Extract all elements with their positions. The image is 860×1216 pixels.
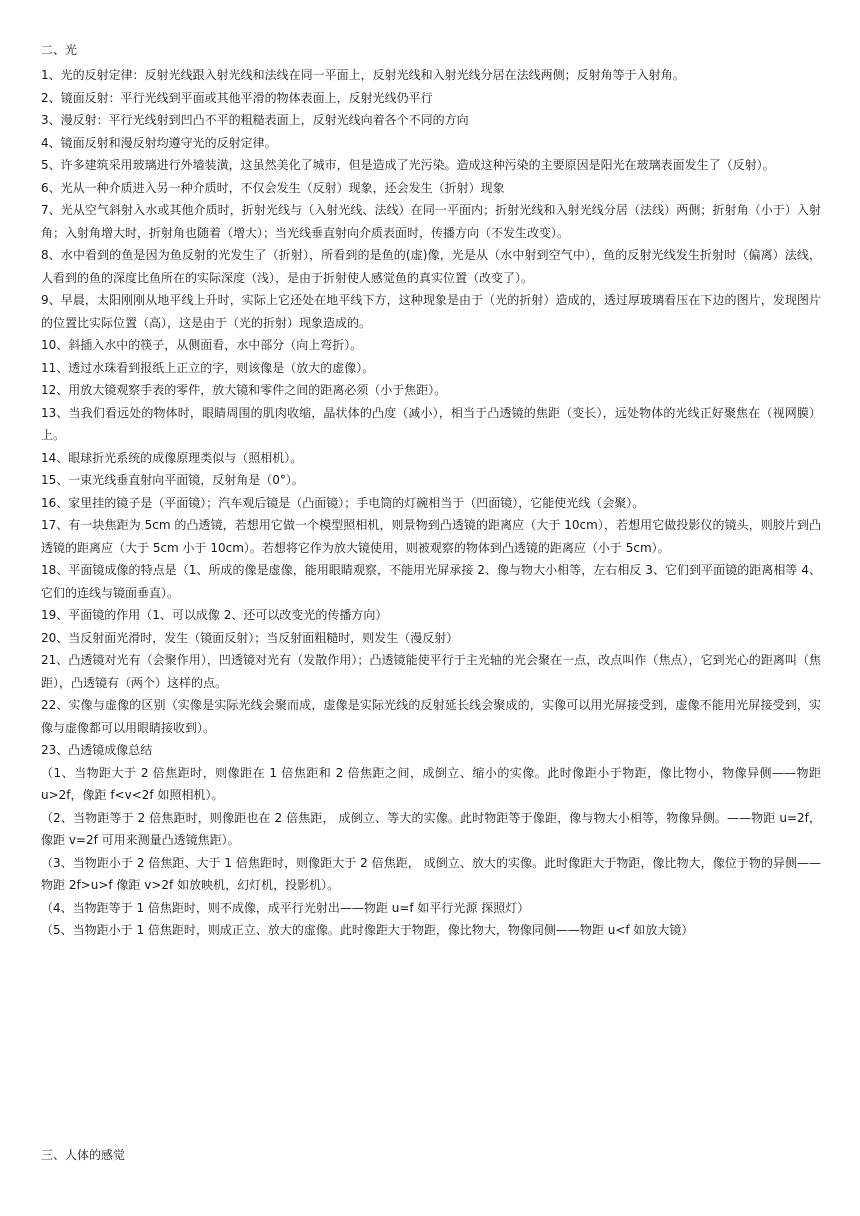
document-body [41,42,821,942]
list-item: 15、一束光线垂直射向平面镜，反射角是（0°）。 [41,473,304,487]
list-item: 14、眼球折光系统的成像原理类似与（照相机）。 [41,450,303,465]
list-item: 22、实像与虚像的区别（实像是实际光线会聚而成，虚像是实际光线的反射延长线会聚成的，实像可以用光屏接受到，虚像不能用光屏接受到，实像与虚像都可以用眼睛接收到）。 [41,698,821,735]
list-item: 8、水中看到的鱼是因为鱼反射的光发生了（折射），所看到的是鱼的(虚)像，光是从（水中射到空气中），鱼的反射光线发生折射时（偏离）法线，人看到的鱼的深度比鱼所在的实际深度（浅），是由于折射使人感觉鱼的真实位置（改变了）。 [41,248,821,285]
list-item: 21、凸透镜对光有（会聚作用），凹透镜对光有（发散作用）；凸透镜能使平行于主光轴的光会聚在一点，改点叫作（焦点），它到光心的距离叫（焦距），凸透镜有（两个）这样的点。 [41,653,821,690]
list-item: 11、透过水珠看到报纸上正立的字，则该像是（放大的虚像）。 [41,360,375,375]
list-item: 20、当反射面光滑时，发生（镜面反射）；当反射面粗糙时，则发生（漫反射） [41,630,459,645]
list-item: 7、光从空气斜射入水或其他介质时，折射光线与（入射光线、法线）在同一平面内；折射光线和入射光线分居（法线）两侧；折射角（小于）入射角；入射角增大时，折射角也随着（增大）；当光线垂直射向介质表面时，传播方向（不发生改变）。 [41,203,821,240]
sub-list-item: （4、当物距等于 1 倍焦距时，则不成像，成平行光射出——物距 u=f 如平行光源 探照灯） [41,900,530,915]
sub-list-item: （2、当物距等于 2 倍焦距时，则像距也在 2 倍焦距， 成倒立、等大的实像。此时物距等于像距，像与物大小相等，物像异侧。——物距 u=2f，像距 v=2f 可用来测量凸透镜焦距）。 [41,810,821,847]
list-item: 16、家里挂的镜子是（平面镜）；汽车观后镜是（凸面镜）；手电筒的灯碗相当于（凹面镜），它能使光线（会聚）。 [41,495,645,510]
next-section-title: 三、人体的感觉 [41,1148,126,1162]
list-item: 3、漫反射：平行光线射到凹凸不平的粗糙表面上，反射光线向着各个不同的方向 [41,113,469,127]
list-item: 1、光的反射定律：反射光线跟入射光线和法线在同一平面上，反射光线和入射光线分居在法线两侧；反射角等于入射角。 [41,68,685,82]
section-title: 二、光 [41,43,78,57]
list-item: 19、平面镜的作用（1、可以成像 2、还可以改变光的传播方向） [41,608,388,622]
list-item: 6、光从一种介质进入另一种介质时，不仅会发生（反射）现象，还会发生（折射）现象 [41,180,505,195]
list-item: 18、平面镜成像的特点是（1、所成的像是虚像，能用眼睛观察，不能用光屏承接 2、像与物大小相等，左右相反 3、它们到平面镜的距离相等 4、它们的连线与镜面垂直）。 [41,563,821,600]
list-item: 9、早晨，太阳刚刚从地平线上升时，实际上它还处在地平线下方，这种现象是由于（光的折射）造成的，透过厚玻璃看压在下边的图片，发现图片的位置比实际位置（高），这是由于（光的折射）现象造成的。 [41,293,821,330]
list-item: 5、许多建筑采用玻璃进行外墙装潢，这虽然美化了城市，但是造成了光污染。造成这种污染的主要原因是阳光在玻璃表面发生了（反射）。 [41,158,775,172]
sub-list-item: （3、当物距小于 2 倍焦距、大于 1 倍焦距时，则像距大于 2 倍焦距， 成倒立、放大的实像。此时像距大于物距，像比物大，像位于物的异侧——物距 2f>u>f 像距 v>2f 如放映机，幻灯机，投影机）。 [41,855,821,892]
list-item: 12、用放大镜观察手表的零件，放大镜和零件之间的距离必须（小于焦距）。 [41,383,447,397]
list-item: 2、镜面反射：平行光线到平面或其他平滑的物体表面上，反射光线仍平行 [41,90,433,105]
sub-list-item: （5、当物距小于 1 倍焦距时，则成正立、放大的虚像。此时像距大于物距，像比物大，物像同侧——物距 u<f 如放大镜） [41,923,694,937]
list-item: 10、斜插入水中的筷子，从侧面看，水中部分（向上弯折）。 [41,338,363,352]
list-item: 23、凸透镜成像总结 [41,743,153,757]
list-item: 4、镜面反射和漫反射均遵守光的反射定律。 [41,135,277,150]
sub-list-item: （1、当物距大于 2 倍焦距时，则像距在 1 倍焦距和 2 倍焦距之间，成倒立、缩小的实像。此时像距小于物距，像比物小，物像异侧——物距 u>2f，像距 f<v<2f 如照相机）。 [41,765,821,802]
list-item: 13、当我们看远处的物体时，眼睛周围的肌肉收缩，晶状体的凸度（减小），相当于凸透镜的焦距（变长），远处物体的光线正好聚焦在（视网膜）上。 [41,405,821,442]
list-item: 17、有一块焦距为 5cm 的凸透镜，若想用它做一个模型照相机，则景物到凸透镜的距离应（大于 10cm），若想用它做投影仪的镜头，则胶片到凸透镜的距离应（大于 5cm 小于 10cm）。若想将它作为放大镜使用，则被观察的物体到凸透镜的距离应（小于 5cm）。 [41,518,821,555]
